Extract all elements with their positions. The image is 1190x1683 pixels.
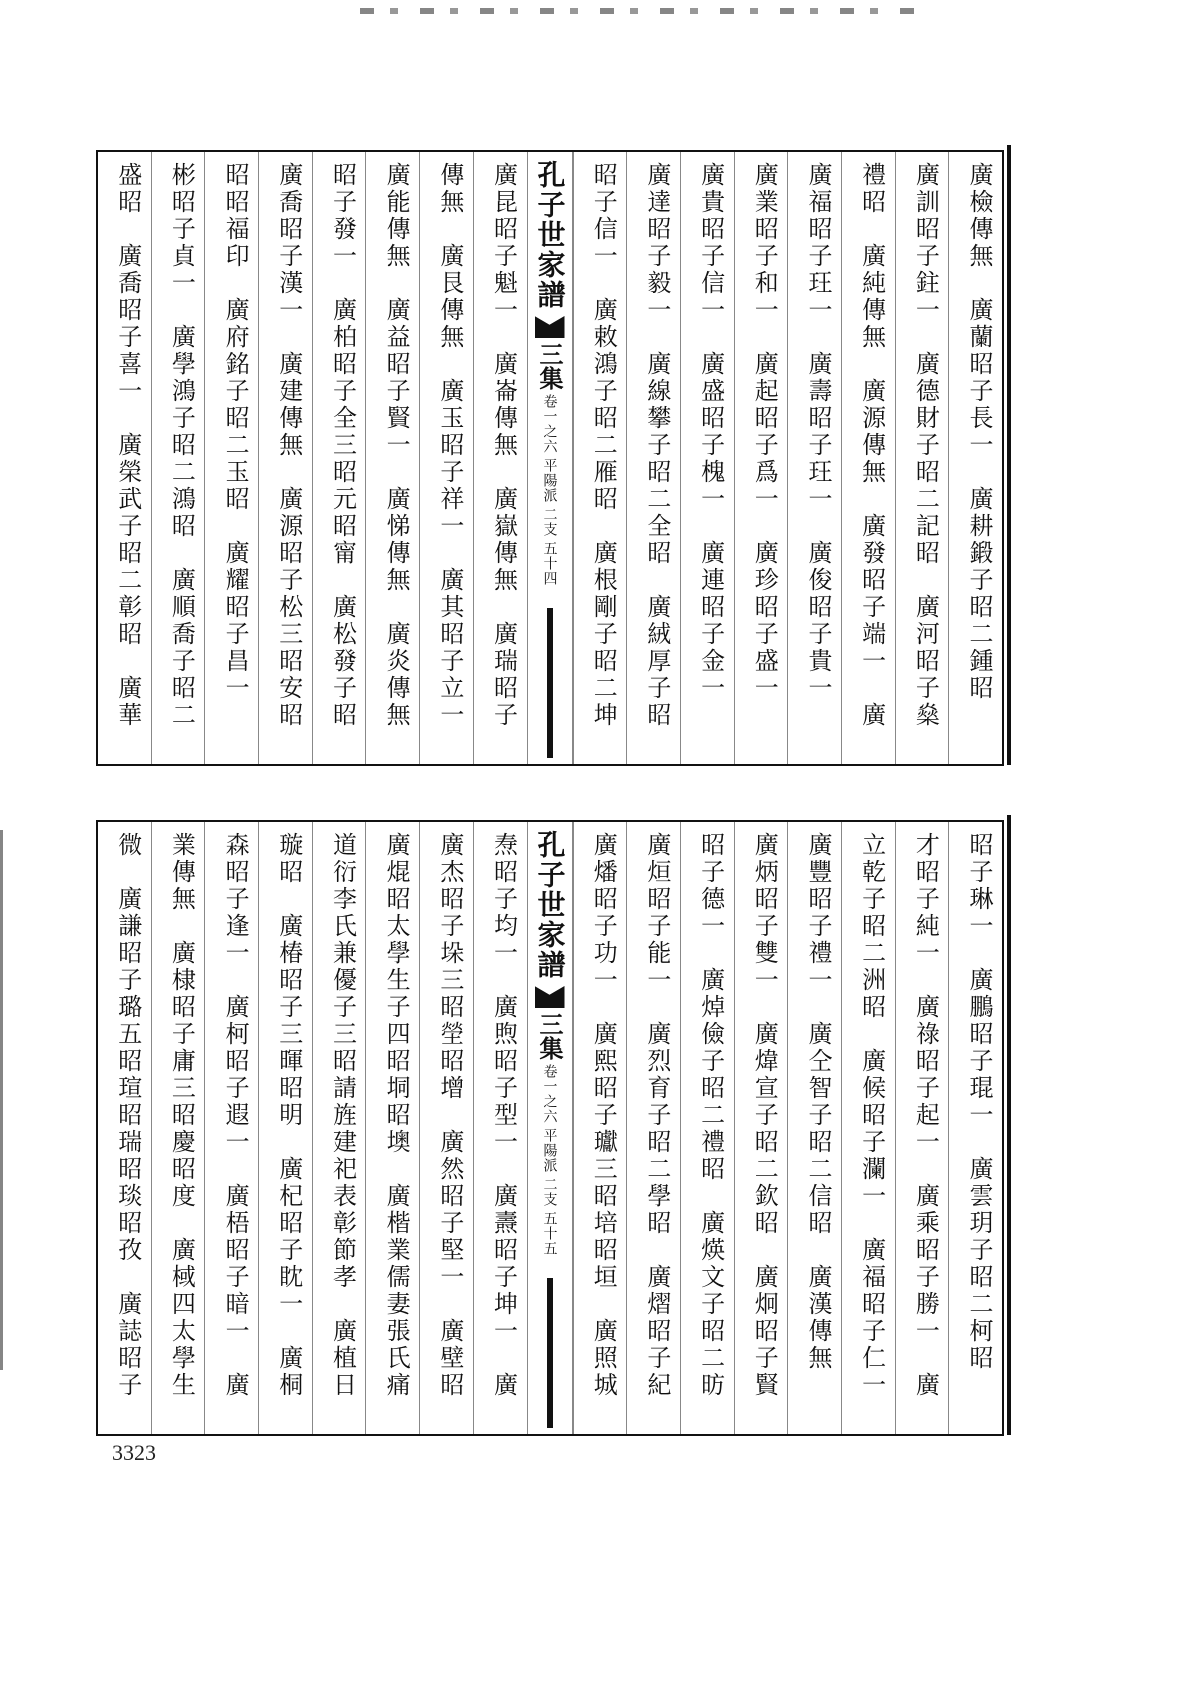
entry-column: [680, 152, 734, 764]
column-text: 昭子琳一 廣鵬昭子琨一 廣雲玥子昭二柯昭: [965, 832, 993, 1372]
spine-collection: 三集: [535, 1012, 564, 1060]
entry-column: [204, 822, 258, 1434]
column-text: 廣訓昭子鉒一 廣德財子昭二記昭 廣河昭子燊: [911, 162, 940, 729]
column-text: 廣焜昭太學生子四昭垌昭墺 廣楷業儒妻張氏痛: [382, 832, 411, 1399]
entry-column: [473, 152, 527, 764]
column-text: 廣業昭子和一 廣起昭子爲一 廣珍昭子盛一: [750, 162, 779, 702]
column-text: 廣貴昭子信一 廣盛昭子槐一 廣連昭子金一: [696, 162, 725, 702]
entry-column: [573, 152, 627, 764]
column-text: 廣能傳無 廣益昭子賢一 廣悌傳無 廣炎傳無: [382, 162, 411, 729]
entry-column: [204, 152, 258, 764]
entry-column: [948, 822, 1002, 1434]
spine-title: 孔子世家譜: [533, 830, 567, 980]
entry-column: [98, 152, 151, 764]
spine-leaf: 五十四: [541, 541, 558, 586]
entry-column: [787, 152, 841, 764]
column-text: 廣喬昭子漢一 廣建傳無 廣源昭子松三昭安昭: [274, 162, 303, 729]
left-scan-line: [0, 830, 3, 1370]
entry-column: [787, 822, 841, 1434]
entry-column: [626, 822, 680, 1434]
column-text: 昭子德一 廣焯儉子昭二禮昭 廣煐文子昭二昉: [696, 832, 725, 1399]
entry-column: [365, 152, 419, 764]
column-text: 禮昭 廣純傳無 廣源傳無 廣發昭子端一 廣: [857, 162, 886, 729]
entry-column: [734, 152, 788, 764]
column-text: 傳無 廣艮傳無 廣玉昭子祥一 廣其昭子立一: [435, 162, 464, 729]
column-text: 才昭子純一 廣祿昭子起一 廣乘昭子勝一 廣: [911, 832, 940, 1399]
column-text: 彬昭子貞一 廣學鴻子昭二鴻昭 廣順喬子昭二: [167, 162, 196, 729]
column-text: 昭昭福印 廣府銘子昭二玉昭 廣耀昭子昌一: [221, 162, 250, 702]
spine-branch: 平陽派: [541, 458, 558, 503]
top-scan-mark: [360, 8, 920, 14]
entry-column: [258, 152, 312, 764]
column-text: 廣烜昭子能一 廣烈育子昭二學昭 廣熠昭子紀: [642, 832, 671, 1399]
entry-column: [895, 822, 949, 1434]
column-text: 廣福昭子玨一 廣壽昭子玨一 廣俊昭子貴一: [803, 162, 832, 702]
entry-column: [841, 152, 895, 764]
column-text: 焘昭子均一 廣煦昭子型一 廣燾昭子坤一 廣: [489, 832, 518, 1399]
fish-tail-mark: [535, 316, 565, 338]
spine-volume: 卷一之六: [541, 394, 558, 454]
entry-column: [895, 152, 949, 764]
column-text: 微 廣謙昭子璐五昭瑄昭瑞昭琰昭孜 廣誌昭子: [113, 832, 142, 1399]
genealogy-page-upper: [96, 150, 1004, 766]
entry-column: [419, 822, 473, 1434]
column-text: 廣豐昭子禮一 廣仝智子昭二信昭 廣漢傳無: [803, 832, 832, 1372]
spine-bar: [547, 608, 553, 758]
column-text: 立乾子昭二洲昭 廣候昭子瀾一 廣福昭子仁一: [857, 832, 886, 1399]
spine-leaf: 五十五: [541, 1211, 558, 1256]
columns-upper: [98, 152, 1002, 764]
entry-column: [573, 822, 627, 1434]
column-text: 廣昆昭子魁一 廣崙傳無 廣嶽傳無 廣瑞昭子: [489, 162, 518, 729]
spine-collection: 三集: [535, 342, 564, 390]
spine-branch: 平陽派: [541, 1128, 558, 1173]
column-text: 廣達昭子毅一 廣線攀子昭二全昭 廣絨厚子昭: [642, 162, 671, 729]
column-text: 璇昭 廣椿昭子三暉昭明 廣杞昭子眈一 廣桐: [274, 832, 303, 1399]
entry-column: [841, 822, 895, 1434]
book-spine: [527, 152, 573, 764]
entry-column: [312, 152, 366, 764]
spine-bar: [547, 1278, 553, 1428]
column-text: 昭子信一 廣敕鴻子昭二雁昭 廣根剛子昭二坤: [589, 162, 618, 729]
column-text: 森昭子逢一 廣柯昭子遐一 廣梧昭子暗一 廣: [221, 832, 250, 1399]
spine-volume: 卷一之六: [541, 1064, 558, 1124]
column-text: 廣燔昭子功一 廣熙昭子瓛三昭培昭垣 廣照城: [589, 832, 618, 1399]
spine-sub: 二支: [541, 1177, 558, 1207]
entry-column: [151, 152, 205, 764]
columns-lower: [98, 822, 1002, 1434]
entry-column: [98, 822, 151, 1434]
entry-column: [948, 152, 1002, 764]
page-number: 3323: [112, 1440, 156, 1465]
column-text: 廣杰昭子垛三昭塋昭增 廣然昭子堅一 廣壁昭: [435, 832, 464, 1399]
column-text: 道衍李氏兼優子三昭請旌建祀表彰節孝 廣植日: [328, 832, 357, 1399]
spine-sub: 二支: [541, 507, 558, 537]
entry-column: [312, 822, 366, 1434]
book-spine: [527, 822, 573, 1434]
entry-column: [151, 822, 205, 1434]
column-text: 廣檢傳無 廣蘭昭子長一 廣耕鍛子昭二鍾昭: [965, 162, 993, 702]
entry-column: [365, 822, 419, 1434]
column-text: 昭子發一 廣柏昭子全三昭元昭甯 廣松發子昭: [328, 162, 357, 729]
fish-tail-mark: [535, 986, 565, 1008]
column-text: 盛昭 廣喬昭子喜一 廣榮武子昭二彰昭 廣華: [113, 162, 142, 729]
entry-column: [258, 822, 312, 1434]
column-text: 業傳無 廣棣昭子庸三昭慶昭度 廣棫四太學生: [167, 832, 196, 1399]
entry-column: [626, 152, 680, 764]
entry-column: [473, 822, 527, 1434]
entry-column: [734, 822, 788, 1434]
column-text: 廣炳昭子雙一 廣煒宣子昭二欽昭 廣炯昭子賢: [750, 832, 779, 1399]
genealogy-page-lower: [96, 820, 1004, 1436]
spine-title: 孔子世家譜: [533, 160, 567, 310]
entry-column: [680, 822, 734, 1434]
entry-column: [419, 152, 473, 764]
